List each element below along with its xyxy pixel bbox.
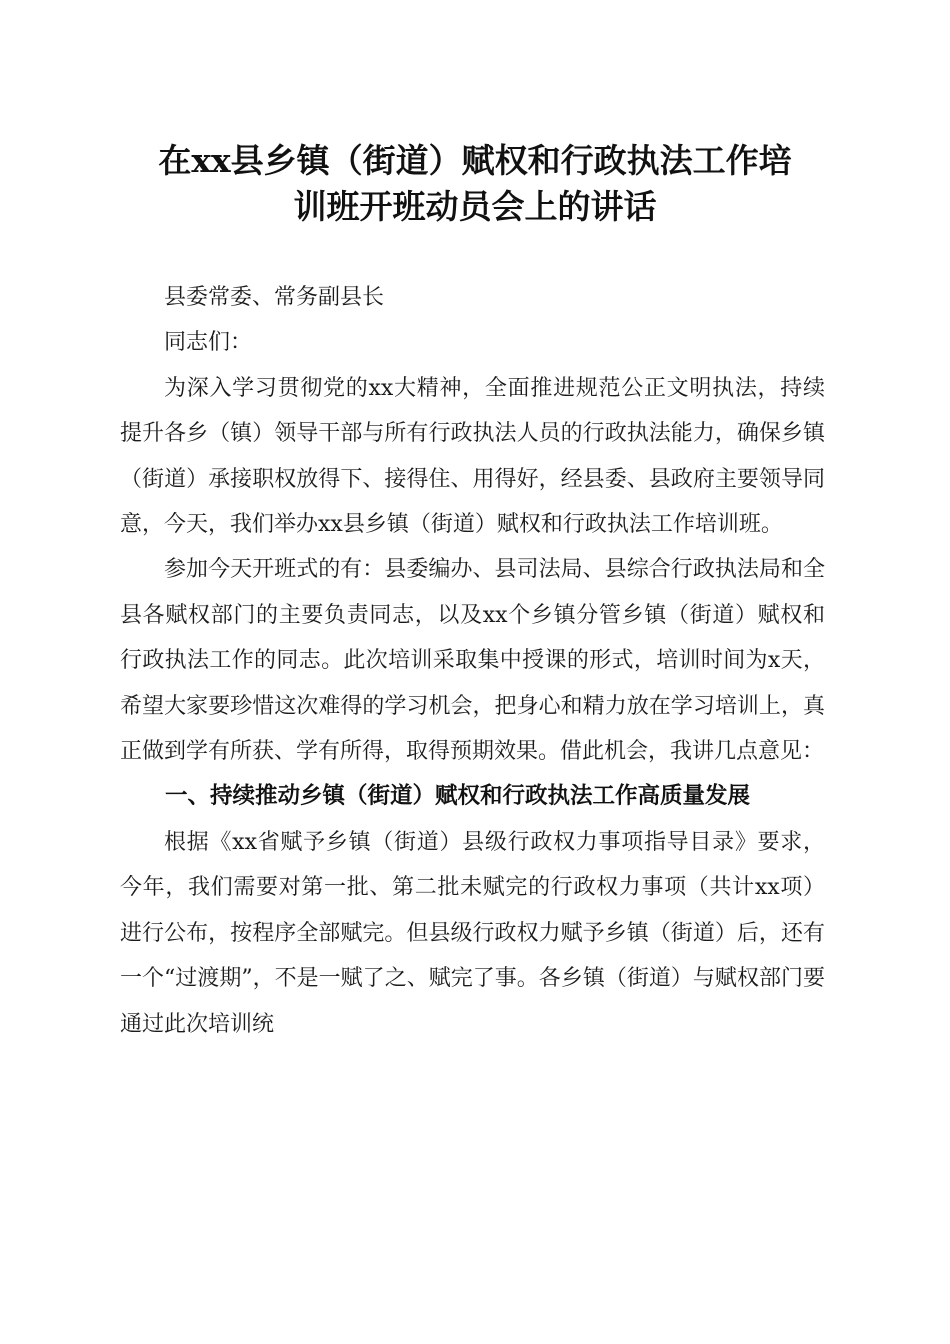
paragraph-intro: 为深入学习贯彻党的xx大精神，全面推进规范公正文明执法，持续提升各乡（镇）领导干部与所有行政执法人员的行政执法能力，确保乡镇（街道）承接职权放得下、接得住、用得好，经县委、县政府主要领导同意，今天，我们举办xx县乡镇（街道）赋权和行政执法工作培训班。 bbox=[120, 375, 825, 538]
document-body bbox=[120, 275, 825, 1047]
paragraph-attendees: 参加今天开班式的有：县委编办、县司法局、县综合行政执法局和全县各赋权部门的主要负责同志，以及xx个乡镇分管乡镇（街道）赋权和行政执法工作的同志。此次培训采取集中授课的形式，培训时间为x天，希望大家要珍惜这次难得的学习机会，把身心和精力放在学习培训上，真正做到学有所获、学有所得，取得预期效果。借此机会，我讲几点意见： bbox=[120, 557, 825, 765]
speaker-line: 县委常委、常务副县长 bbox=[164, 285, 385, 310]
document-title-line-1: 在xx县乡镇（街道）赋权和行政执法工作培 bbox=[158, 141, 792, 180]
section-heading-1: 一、持续推动乡镇（街道）赋权和行政执法工作高质量发展 bbox=[165, 783, 751, 810]
salutation: 同志们： bbox=[164, 330, 253, 356]
document-title-line-2: 训班开班动员会上的讲话 bbox=[293, 187, 657, 226]
paragraph-section-1: 根据《xx省赋予乡镇（街道）县级行政权力事项指导目录》要求，今年，我们需要对第一批、第二批未赋完的行政权力事项（共计xx项）进行公布，按程序全部赋完。但县级行政权力赋予乡镇（街道）后，还有一个“过渡期”，不是一赋了之、赋完了事。各乡镇（街道）与赋权部门要通过此次培训统 bbox=[120, 829, 825, 1037]
